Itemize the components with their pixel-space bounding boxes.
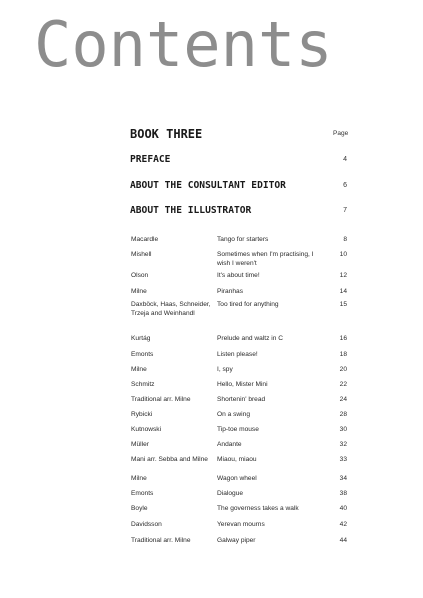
entry-composer: Milne xyxy=(131,288,147,295)
entry-page-number: 38 xyxy=(339,490,347,497)
entry-piece-title: Tip-toe mouse xyxy=(217,426,259,433)
entry-composer: Mani arr. Sebba and Milne xyxy=(131,456,208,463)
entry-page-number: 30 xyxy=(339,426,347,433)
book-title: BOOK THREE xyxy=(130,127,203,141)
entry-piece-title: Hello, Mister Mini xyxy=(217,381,268,388)
entry-composer: Macardle xyxy=(131,236,159,243)
entry-page-number: 22 xyxy=(339,381,347,388)
entry-piece-title: Miaou, miaou xyxy=(217,456,257,463)
entry-piece-title: It's about time! xyxy=(217,272,260,279)
entry-composer: Traditional arr. Milne xyxy=(131,537,191,544)
entry-page-number: 32 xyxy=(339,441,347,448)
entry-page-number: 42 xyxy=(339,521,347,528)
entry-composer: Traditional arr. Milne xyxy=(131,396,191,403)
section-illustrator-page: 7 xyxy=(343,207,347,214)
entry-composer: Müller xyxy=(131,441,149,448)
entry-composer: Emonts xyxy=(131,351,154,358)
entry-page-number: 34 xyxy=(339,475,347,482)
entry-piece-title: On a swing xyxy=(217,411,250,418)
entry-piece-title: Wagon wheel xyxy=(217,475,257,482)
entry-piece-title: Shortenin' bread xyxy=(217,396,266,403)
page-column-header: Page xyxy=(333,130,349,137)
entry-composer: Rybicki xyxy=(131,411,153,418)
entry-composer: Kutnowski xyxy=(131,426,162,433)
section-consultant-editor: ABOUT THE CONSULTANT EDITOR xyxy=(130,180,286,191)
entry-page-number: 10 xyxy=(339,251,347,258)
entry-composer: Milne xyxy=(131,366,147,373)
entry-piece-title: Andante xyxy=(217,441,242,448)
entry-page-number: 15 xyxy=(339,301,347,308)
section-preface: PREFACE xyxy=(130,154,171,165)
entry-page-number: 8 xyxy=(343,236,347,243)
entry-page-number: 24 xyxy=(339,396,347,403)
entry-composer: Kurtág xyxy=(131,335,151,342)
entry-piece-title: Tango for starters xyxy=(217,236,269,243)
entry-page-number: 18 xyxy=(339,351,347,358)
entry-composer: Schmitz xyxy=(131,381,155,388)
entry-piece-title: Prelude and waltz in C xyxy=(217,335,283,342)
entry-piece-title: I, spy xyxy=(217,366,233,373)
entry-composer: Olson xyxy=(131,272,149,279)
entry-composer: Boyle xyxy=(131,505,148,512)
entry-page-number: 16 xyxy=(339,335,347,342)
entry-page-number: 20 xyxy=(339,366,347,373)
entry-piece-title: The governess takes a walk xyxy=(217,505,299,512)
entry-composer: Davidsson xyxy=(131,521,162,528)
entry-composer: Milne xyxy=(131,475,147,482)
entry-piece-title: Dialogue xyxy=(217,490,244,497)
section-illustrator: ABOUT THE ILLUSTRATOR xyxy=(130,205,252,216)
entry-piece-title: Too tired for anything xyxy=(217,301,279,308)
entry-page-number: 40 xyxy=(339,505,347,512)
entry-piece-title: Sometimes when I'm practising, I wish I weren't xyxy=(217,251,314,267)
entry-composer: Emonts xyxy=(131,490,154,497)
entry-piece-title: Piranhas xyxy=(217,288,244,295)
entry-page-number: 12 xyxy=(339,272,347,279)
entry-page-number: 33 xyxy=(339,456,347,463)
entry-page-number: 28 xyxy=(339,411,347,418)
entry-page-number: 14 xyxy=(339,288,347,295)
entry-piece-title: Listen please! xyxy=(217,351,258,358)
entry-piece-title: Galway piper xyxy=(217,537,256,544)
entry-composer: Daxböck, Haas, Schneider, Trzeja and Weinhandl xyxy=(131,301,211,317)
section-preface-page: 4 xyxy=(343,156,347,163)
entry-composer: Mishell xyxy=(131,251,152,258)
entry-page-number: 44 xyxy=(339,537,347,544)
page-title: Contents xyxy=(34,8,333,81)
section-consultant-editor-page: 6 xyxy=(343,182,347,189)
entry-piece-title: Yerevan mourns xyxy=(217,521,265,528)
